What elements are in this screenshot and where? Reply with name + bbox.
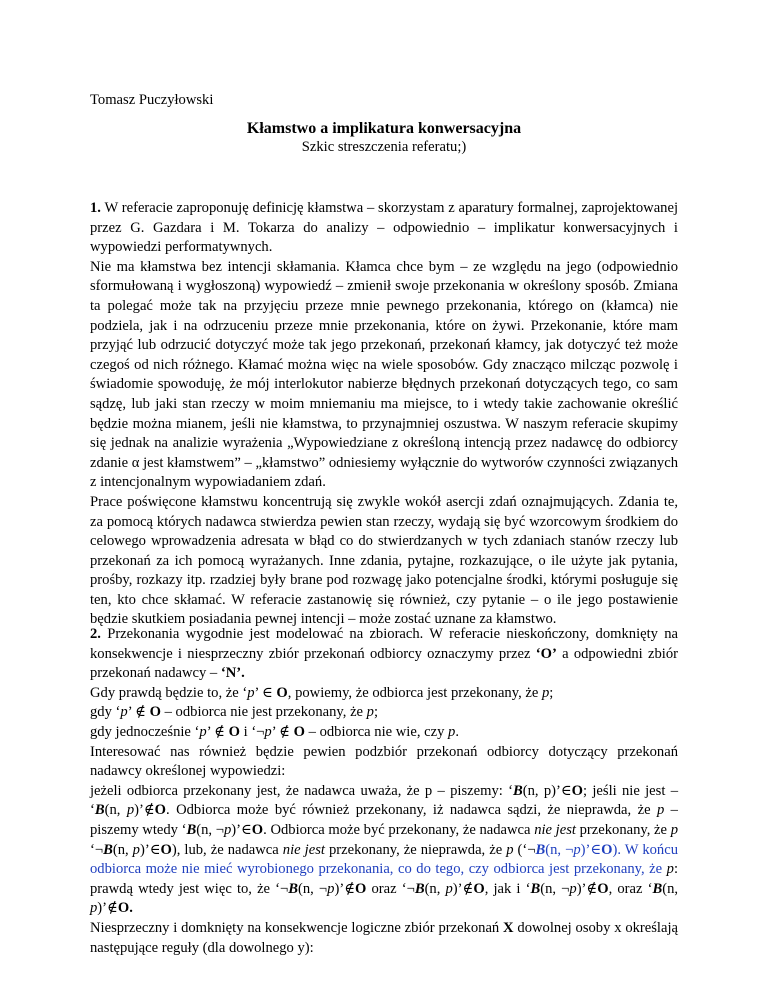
document-subtitle: Szkic streszczenia referatu;)	[301, 139, 467, 155]
var-p: p	[569, 880, 577, 897]
section-1-paragraph-1	[90, 199, 678, 258]
text: )’∈	[580, 841, 602, 858]
var-p: p	[120, 704, 128, 721]
section-1-paragraph-2: Nie ma kłamstwa bez intencji skłamania. Kłamca chce bym – ze względu na jego (odpowiednio sformułowaną i wygłoszoną) wypowiedź – zmienił swoje przekonania w określony sposób. Zmiana ta polegać może tak na przyjęciu przeze mnie pewnego przekonania, którego on (kłamca) nie podziela, jak i na odrzuceniu przeze mnie przekonania, które on żywi. Przekonanie, które mam przyjąć lub odrzucić dotyczyć może tak jego przekonań, przekonań kłamcy, jak dotyczyć też może czegoś od nich różnego. Kłamać można więc na wiele sposobów. Gdy znacząco milcząc pozwolę i świadomie spowoduję, że mój interlokutor nabierze błędnych przekonań dotyczących tego, co sam sądzę, lub jaki stan rzeczy w moim mniemaniu ma miejsce, to i wtedy takie zachowanie określić będzie można mianem, jeśli nie kłamstwa, to przynajmniej oszustwa. W naszym referacie skupimy się jednak na analizie wyrażenia „Wypowiedziane z określoną intencją przez nadawcę do odbiorcy zdanie α jest kłamstwem” – „kłamstwo” odniesiemy wyłącznie do wytworów czynności związanych z intencjonalnym wypowiadaniem zdań.	[90, 258, 678, 491]
text: ’ ∈	[254, 684, 277, 701]
operator-B: B	[414, 880, 425, 897]
var-p: p	[247, 684, 255, 701]
section-2-line-5: Interesować nas również będzie pewien podzbiór przekonań odbiorcy dotyczący przekonań nadawcy określonej wypowiedzi:	[90, 743, 678, 780]
var-p: p	[448, 723, 456, 740]
var-p: p	[327, 880, 335, 897]
text: ;	[549, 684, 554, 701]
text: (n, p)’∈	[522, 782, 572, 799]
var-p: p	[366, 704, 374, 721]
text: ). W końcu odbiorca może nie mieć wyrobionego przekonania, co do tego, czy odbiorca jest przekonany, że	[90, 841, 678, 878]
text: , powiemy, że odbiorca jest przekonany, że	[287, 684, 542, 701]
section-2-line-2	[90, 684, 678, 704]
symbol-O: O	[154, 802, 167, 819]
text: Niesprzeczny i domknięty na konsekwencje logiczne zbiór przekonań	[90, 919, 504, 936]
var-p: p	[264, 723, 272, 740]
text: )’∉	[334, 880, 355, 897]
text: – piszemy wtedy ‘	[90, 802, 678, 838]
var-p: p	[199, 723, 207, 740]
author-name: Tomasz Puczyłowski	[90, 92, 214, 108]
text: (n,	[662, 880, 679, 897]
emphasis: nie jest	[282, 841, 325, 858]
symbol-O: O	[117, 900, 130, 917]
var-p: p	[445, 880, 453, 897]
symbol-O: O	[293, 723, 305, 740]
symbol-O: O	[473, 880, 485, 897]
paragraph-text: W referacie zaproponuję definicję kłamstwa – skorzystam z aparatury formalnej, zaprojektowanej przez G. Gazdara i M. Tokarza do analizy – odpowiednio – implikatur konwersacyjnych i wypowiedzi performatywnych.	[90, 200, 678, 256]
var-p: p	[90, 900, 98, 917]
text: .	[455, 723, 459, 740]
symbol-O: O	[228, 723, 240, 740]
operator-B: B	[530, 880, 541, 897]
text: , jak i ‘	[484, 880, 531, 897]
symbol-O: O	[571, 782, 584, 799]
text: )’∈	[231, 821, 252, 838]
text: ; jeśli nie jest – ‘	[90, 782, 678, 819]
text: , oraz ‘	[608, 880, 653, 897]
document-title: Kłamstwo a implikatura konwersacyjna	[246, 120, 522, 137]
operator-B: B	[186, 821, 197, 838]
symbol-O: O	[355, 880, 367, 897]
text: (n,	[104, 802, 127, 819]
section-number: 1.	[90, 200, 101, 216]
symbol-O: O	[160, 841, 172, 858]
section-2-line-4	[90, 723, 678, 743]
symbol-O: ‘O’	[535, 645, 557, 662]
var-p: p	[223, 821, 232, 838]
text: ;	[373, 704, 379, 721]
text: (n, ¬	[298, 880, 328, 897]
text: (n, ¬	[196, 821, 224, 838]
symbol-O: O	[251, 821, 264, 838]
operator-B: B	[288, 880, 298, 897]
text: jeżeli odbiorca przekonany jest, że nadawca uważa, że p – piszemy: ‘	[90, 782, 513, 799]
text: oraz ‘¬	[366, 880, 415, 897]
var-p: p	[656, 802, 665, 819]
text: (n,	[112, 841, 133, 858]
text: – odbiorca nie wie, czy	[304, 723, 449, 740]
text: (n, ¬	[540, 880, 570, 897]
operator-B: B	[652, 880, 663, 897]
operator-B: B	[512, 782, 523, 799]
text: i ‘¬	[239, 723, 265, 740]
operator-B: B	[94, 802, 105, 819]
text: przekonany, że nieprawda, że	[324, 841, 507, 858]
text: )’∉	[452, 880, 474, 897]
text: .	[241, 665, 245, 682]
symbol-O: O	[601, 841, 613, 858]
section-2-paragraph-7	[90, 919, 678, 958]
emphasis: nie jest	[534, 821, 576, 838]
text: (‘¬	[513, 841, 536, 858]
text: (n, ¬	[545, 841, 574, 858]
text: ‘¬	[90, 841, 104, 858]
text: ’ ∉	[206, 723, 229, 740]
operator-B: B	[535, 841, 546, 858]
var-p: p	[666, 861, 674, 878]
text: dowolnej osoby x określają następujące reguły (dla dowolnego y):	[90, 919, 679, 956]
text: gdy jednocześnie ‘	[90, 723, 200, 740]
var-p: p	[573, 841, 581, 858]
var-p: p	[541, 684, 550, 701]
symbol-O: O	[149, 704, 161, 721]
text: – odbiorca nie jest przekonany, że	[160, 704, 367, 721]
text: Gdy prawdą będzie to, że ‘	[90, 684, 248, 701]
symbol-X: X	[503, 919, 514, 936]
operator-B: B	[103, 841, 113, 858]
text: : prawdą wtedy jest więc to, że ‘¬	[90, 861, 678, 897]
text: )’∉	[134, 802, 155, 819]
section-1-paragraph-3: Prace poświęcone kłamstwu koncentrują się zwykle wokół asercji zdań oznajmujących. Zdania te, za pomocą których nadawca stwierdza pewien stan rzeczy, wydają się być wzorcowym środkiem do celowego wprowadzenia adresata w błąd co do stwierdzanych w tych zdaniach stanów rzeczy lub przekonań za ich pomocą wyrażanych. Inne zdania, pytajne, rozkazujące, o ile użyte jak pytania, prośby, rozkazy itp. rzadziej były brane pod rozwagę jako potencjalne środki, którymi posługuje się ten, kto chce skłamać. W referacie zastanowię się również, czy pytanie – o ile jego postawienie będzie skutkiem posiadania pewnej intencji – może zostać uznane za kłamstwo.	[90, 493, 678, 628]
var-p: p	[670, 821, 678, 838]
symbol-O: O	[276, 684, 288, 701]
section-2-paragraph-1	[90, 625, 678, 684]
text: gdy ‘	[90, 704, 121, 721]
text: ’ ∉	[127, 704, 150, 721]
text: przekonany, że	[575, 821, 671, 838]
text: . Odbiorca może być przekonany, że nadawca	[263, 821, 535, 838]
section-1	[90, 199, 678, 630]
text: ’ ∉	[271, 723, 294, 740]
section-2-line-3	[90, 703, 678, 723]
text: .	[129, 900, 133, 917]
text: . Odbiorca może być również przekonany, iż nadawca sądzi, że nieprawda, że	[166, 802, 657, 819]
symbol-N: ‘N’	[220, 665, 242, 682]
text: ), lub, że nadawca	[171, 841, 283, 858]
section-2-paragraph-6	[90, 782, 678, 919]
var-p: p	[132, 841, 140, 858]
var-p: p	[126, 802, 135, 819]
text: )’∉	[576, 880, 598, 897]
text: )’∉	[97, 900, 118, 917]
text: Przekonania wygodnie jest modelować na zbiorach. W referacie nieskończony, domknięty na konsekwencje i niesprzeczny zbiór przekonań odbiorcy oznaczymy przez	[90, 626, 678, 662]
symbol-O: O	[597, 880, 609, 897]
text: (n,	[424, 880, 446, 897]
section-number: 2.	[90, 626, 101, 642]
text: )’∈	[139, 841, 161, 858]
text: a odpowiedni zbiór przekonań nadawcy –	[90, 645, 678, 682]
section-2	[90, 625, 678, 958]
var-p: p	[506, 841, 514, 858]
